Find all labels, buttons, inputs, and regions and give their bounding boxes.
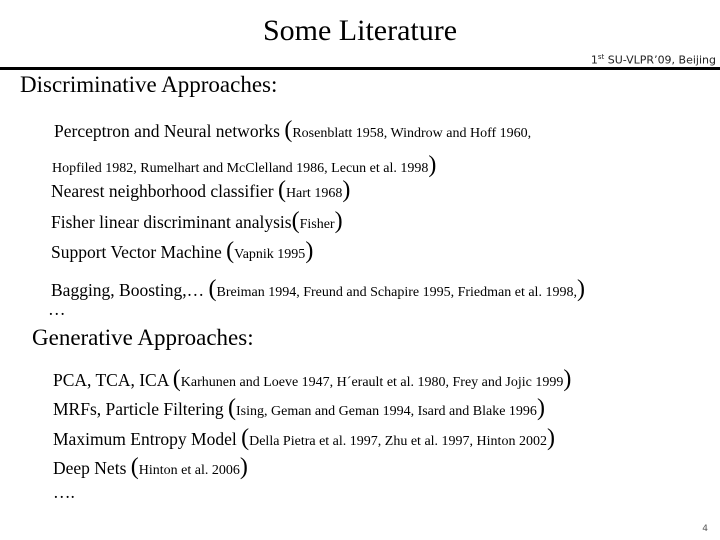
- item-refs: Ising, Geman and Geman 1994, Isard and Blake 1996: [236, 404, 537, 419]
- open-paren: (: [208, 276, 217, 302]
- svm-item: [51, 238, 313, 265]
- item-label: Deep Nets: [53, 458, 131, 478]
- close-paren: ): [428, 152, 437, 178]
- open-paren: (: [284, 117, 293, 143]
- close-paren: ): [563, 366, 572, 392]
- close-paren: ): [576, 276, 585, 302]
- item-refs: Fisher: [299, 217, 335, 232]
- item-label: Support Vector Machine: [51, 242, 227, 262]
- item-refs: Hinton et al. 2006: [138, 463, 240, 478]
- open-paren: (: [241, 425, 250, 451]
- item-label: Bagging, Boosting,…: [51, 280, 209, 300]
- close-paren: ): [342, 177, 351, 203]
- open-paren: (: [226, 238, 235, 264]
- discriminative-ellipsis: …: [48, 299, 66, 319]
- deepnets-item: [53, 454, 248, 481]
- item-refs: Breiman 1994, Freund and Schapire 1995, Friedman et al. 1998,: [216, 285, 577, 300]
- open-paren: (: [172, 366, 181, 392]
- item-label: Maximum Entropy Model: [53, 429, 242, 449]
- close-paren: ): [305, 238, 314, 264]
- conference-ordinal-suffix: st: [597, 53, 605, 61]
- close-paren: ): [546, 425, 555, 451]
- mrf-item: [53, 395, 545, 422]
- item-label: Nearest neighborhood classifier: [51, 181, 278, 201]
- close-paren: ): [334, 208, 343, 234]
- item-refs: Della Pietra et al. 1997, Zhu et al. 1997, Hinton 2002: [249, 434, 547, 449]
- fisher-item: [51, 208, 343, 235]
- generative-ellipsis: ….: [53, 482, 75, 502]
- open-paren: (: [130, 454, 139, 480]
- maxent-item: [53, 425, 555, 452]
- item-refs: Hart 1968: [285, 186, 343, 201]
- conference-ordinal: 1: [590, 53, 598, 67]
- item-label: Fisher linear discriminant analysis: [51, 212, 292, 232]
- nearest-neighbor-item: [51, 177, 350, 204]
- open-paren: (: [291, 208, 300, 234]
- bagging-item: [51, 276, 585, 303]
- slide-title: Some Literature: [262, 14, 458, 47]
- item-refs: Karhunen and Loeve 1947, H´erault et al. 1980, Frey and Jojic 1999: [180, 375, 564, 390]
- open-paren: (: [228, 395, 236, 421]
- discriminative-heading: Discriminative Approaches:: [20, 72, 278, 97]
- open-paren: (: [277, 177, 286, 203]
- item-label: Perceptron and Neural networks: [54, 121, 285, 141]
- page-number: 4: [702, 524, 708, 534]
- close-paren: ): [239, 454, 248, 480]
- item-refs: Vapnik 1995: [234, 247, 306, 262]
- conference-tag: [591, 53, 716, 67]
- item-refs: Hopfiled 1982, Rumelhart and McClelland 1986, Lecun et al. 1998: [52, 161, 429, 176]
- generative-heading: Generative Approaches:: [32, 325, 254, 350]
- item-label: PCA, TCA, ICA: [53, 370, 173, 390]
- conference-name: SU-VLPR’09, Beijing: [604, 53, 716, 67]
- item-label: MRFs, Particle Filtering: [53, 399, 228, 419]
- pca-item: [53, 366, 571, 393]
- item-refs: Rosenblatt 1958, Windrow and Hoff 1960,: [292, 126, 532, 141]
- title-divider: [0, 67, 720, 70]
- perceptron-refs-continued: [52, 152, 436, 179]
- close-paren: ): [536, 395, 545, 421]
- perceptron-item: [54, 117, 531, 144]
